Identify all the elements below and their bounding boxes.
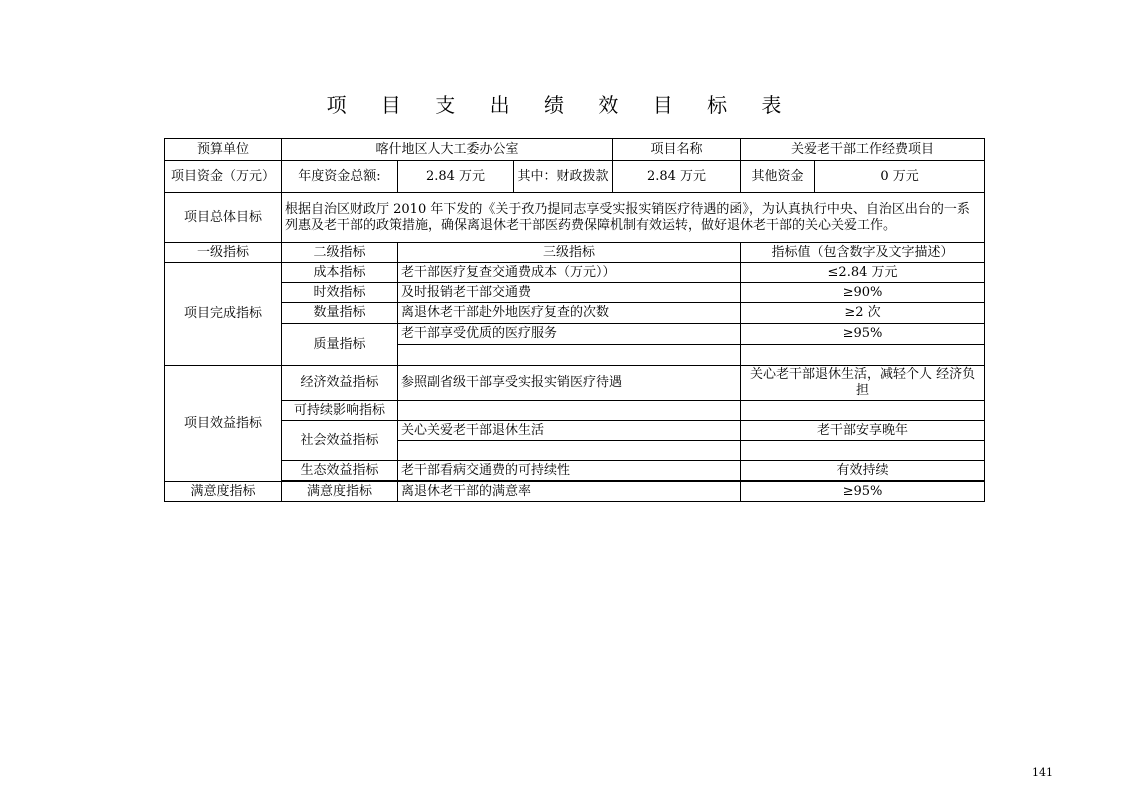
empty-cell [398,401,741,421]
project-name-label: 项目名称 [613,139,741,161]
page-number: 141 [1032,766,1053,779]
quality-indicator-label: 质量指标 [282,324,398,366]
funds-row [165,161,985,193]
page-title: 项 目 支 出 绩 效 目 标 表 [326,93,796,117]
project-name-value: 关爱老干部工作经费项目 [741,139,985,161]
funds-label: 项目资金（万元） [165,161,282,193]
fiscal-label: 其中：财政拨款 [514,161,613,193]
table-row [165,401,985,421]
level3-header: 三级指标 [398,243,741,263]
table-row [165,421,985,441]
satisfaction-indicator-label: 满意度指标 [165,482,282,502]
quality-indicator-item: 老干部享受优质的医疗服务 [398,324,741,345]
overall-goal-label: 项目总体目标 [165,193,282,243]
satisfaction-item: 离退休老干部的满意率 [398,482,741,502]
ecological-indicator-item: 老干部看病交通费的可持续性 [398,461,741,481]
economic-indicator-item: 参照副省级干部享受实报实销医疗待遇 [398,366,741,401]
economic-indicator-label: 经济效益指标 [282,366,398,401]
quantity-indicator-label: 数量指标 [282,303,398,324]
performance-target-table [164,138,985,502]
annual-total-label: 年度资金总额: [282,161,398,193]
other-funds-label: 其他资金 [741,161,815,193]
empty-cell [741,345,985,366]
benefit-indicator-label: 项目效益指标 [165,366,282,482]
table-row [165,263,985,283]
satisfaction-value: ≥95% [741,482,985,502]
table-row [165,482,985,502]
social-indicator-label: 社会效益指标 [282,421,398,461]
budget-unit-value: 喀什地区人大工委办公室 [282,139,613,161]
social-indicator-item: 关心关爱老干部退休生活 [398,421,741,441]
budget-unit-label: 预算单位 [165,139,282,161]
column-header-row [165,243,985,263]
other-funds-value: 0 万元 [815,161,985,193]
empty-cell [741,401,985,421]
value-header: 指标值（包含数字及文字描述） [741,243,985,263]
header-row [165,139,985,161]
time-indicator-item: 及时报销老干部交通费 [398,283,741,303]
fiscal-value: 2.84 万元 [613,161,741,193]
economic-indicator-value: 关心老干部退休生活，减轻个人 经济负担 [741,366,985,401]
table-row [165,461,985,481]
ecological-indicator-label: 生态效益指标 [282,461,398,481]
completion-indicator-label: 项目完成指标 [165,263,282,366]
empty-cell [741,441,985,461]
table-row [165,324,985,345]
ecological-indicator-value: 有效持续 [741,461,985,481]
overall-goal-text: 根据自治区财政厅 2010 年下发的《关于孜乃提同志享受实报实销医疗待遇的函》，为认真执行中央、自治区出台的一系列惠及老干部的政策措施，确保离退休老干部医药费保障机制有效运转，做好退休老干部的关心关爱工作。 [282,193,985,243]
cost-indicator-value: ≤2.84 万元 [741,263,985,283]
social-indicator-value: 老干部安享晚年 [741,421,985,441]
empty-cell [398,441,741,461]
cost-indicator-label: 成本指标 [282,263,398,283]
annual-total-value: 2.84 万元 [398,161,514,193]
quantity-indicator-item: 离退休老干部赴外地医疗复查的次数 [398,303,741,324]
empty-cell [398,345,741,366]
sustainable-indicator-label: 可持续影响指标 [282,401,398,421]
quantity-indicator-value: ≥2 次 [741,303,985,324]
overall-goal-row [165,193,985,243]
table-row [165,283,985,303]
quality-indicator-value: ≥95% [741,324,985,345]
table-row [165,366,985,401]
level1-header: 一级指标 [165,243,282,263]
table-row [165,303,985,324]
level2-header: 二级指标 [282,243,398,263]
satisfaction-sub-label: 满意度指标 [282,482,398,502]
cost-indicator-item: 老干部医疗复查交通费成本（万元）） [398,263,741,283]
time-indicator-label: 时效指标 [282,283,398,303]
time-indicator-value: ≥90% [741,283,985,303]
